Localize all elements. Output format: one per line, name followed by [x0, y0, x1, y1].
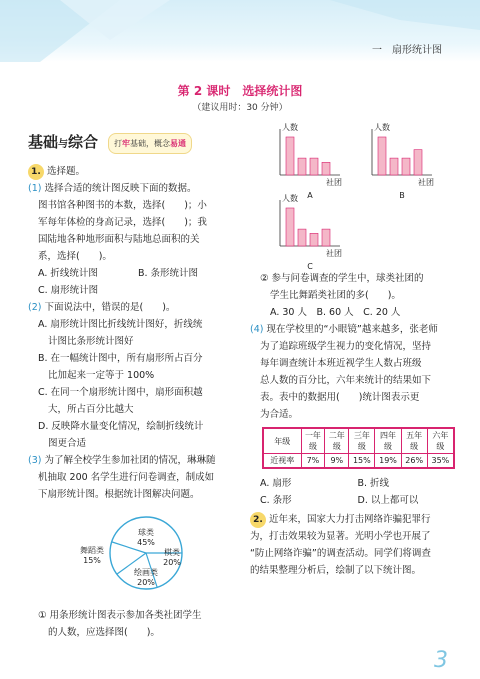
option-b: B. 折线: [357, 478, 390, 489]
q1-p3-line2: 机抽取 200 名学生进行问卷调查，制成如: [38, 472, 215, 483]
pie-slice-label: 舞蹈类: [80, 546, 104, 555]
option-d: D. 以上都可以: [357, 495, 419, 506]
bar-chart-bar: [298, 229, 306, 246]
bar-chart-bar: [310, 158, 318, 175]
q2-line3: “防止网络诈骗”的调查活动。同学们将调查: [250, 548, 431, 559]
block-header: [28, 125, 238, 161]
bar-chart-bar: [286, 137, 294, 175]
q1-p2-d1: D. 反映降水量变化情况，绘制折线统计: [38, 421, 204, 432]
q1-p1-line3: 军每年体检的身高记录，选择( )；我: [38, 217, 207, 228]
lesson-subtitle: （建议用时：30 分钟）: [192, 103, 288, 113]
pie-slice-value: 45%: [137, 538, 155, 547]
q1-p1-line4: 国陆地各种地形面积与陆地总面积的关: [38, 234, 200, 245]
q1-p1-options: [28, 265, 238, 282]
bar-chart-y-label: 人数: [282, 194, 298, 203]
bar-chart-bar: [390, 158, 398, 175]
bar-chart-bar: [298, 158, 306, 175]
q2-line1: 2. 近年来，国家大力打击网络诈骗犯罪行: [250, 511, 455, 528]
table-header-cell: 年级: [263, 428, 301, 454]
option-a: A. 折线统计图: [38, 268, 98, 279]
q1-p1-line1: (1) 选择合适的统计图反映下面的数据。: [28, 183, 197, 194]
bar-chart-name: A: [307, 191, 313, 200]
bar-chart-x-label: 社团: [418, 178, 434, 187]
table-header-cell: 近视率: [263, 454, 301, 469]
q1-p2-b1: B. 在一幅统计图中，所有扇形所占百分: [38, 353, 203, 364]
block-badge: 打牢基础，概念易通: [108, 133, 192, 154]
q1-p2-line1: (2) 下面说法中，错误的是( )。: [28, 302, 176, 313]
table-row: [263, 428, 454, 454]
q2-line2: 为，打击效果较为显著。光明小学也开展了: [250, 531, 431, 542]
q1-p3-qb2: 学生比舞蹈类社团的多( )。: [270, 290, 401, 301]
table-grade-cell: 一年级: [301, 428, 325, 454]
option-b: B. 条形统计图: [138, 268, 199, 279]
q1-p4-line5: 表。表中的数据用( )统计图表示更: [260, 392, 420, 403]
bar-charts-svg: [250, 120, 455, 270]
q1-p2-a2: 计图比条形统计图好: [48, 336, 134, 347]
q1-p4-options-2: [250, 492, 455, 509]
bar-chart-x-label: 社团: [326, 249, 342, 258]
table-rate-cell: 9%: [325, 454, 349, 469]
bar-chart-bar: [310, 233, 318, 246]
q1-p4-line3: 每年调查统计本班近视学生人数占班级: [260, 358, 422, 369]
option-a: A. 扇形: [260, 478, 292, 489]
q1-p2-a1: A. 扇形统计图比折线统计图好，折线统: [38, 319, 203, 330]
q1-p3-qa2: 的人数，应选择图( )。: [48, 627, 160, 638]
bar-chart-bar: [322, 162, 330, 175]
bar-chart-y-label: 人数: [374, 123, 390, 132]
table-rate-cell: 35%: [427, 454, 454, 469]
bar-chart-bar: [286, 208, 294, 246]
table-grade-cell: 四年级: [375, 428, 401, 454]
right-column: [250, 120, 455, 579]
table-rate-cell: 15%: [349, 454, 375, 469]
q1-p3-line3: 下扇形统计图。根据统计图解决问题。: [38, 489, 200, 500]
left-column: [28, 125, 238, 641]
q1-p2-c2: 大，所占百分比越大: [48, 404, 134, 415]
pie-chart-svg: [28, 506, 238, 601]
table-grade-cell: 五年级: [401, 428, 427, 454]
q1-p3-line1: (3) 为了解全校学生参加社团的情况，琳琳随: [28, 455, 216, 466]
q1-p3-qa1: ① 用条形统计图表示参加各类社团学生: [38, 610, 202, 621]
pie-slice-label: 球类: [138, 528, 154, 537]
myopia-rate-table: [262, 427, 455, 469]
table-grade-cell: 六年级: [427, 428, 454, 454]
section-header: 一 扇形统计图: [372, 45, 442, 56]
table-rate-cell: 26%: [401, 454, 427, 469]
table-rate-cell: 19%: [375, 454, 401, 469]
bar-chart-bar: [322, 229, 330, 246]
pie-slice-label: 绘画类: [134, 568, 158, 577]
bar-chart-y-label: 人数: [282, 123, 298, 132]
q1-p2-c1: C. 在同一个扇形统计图中，扇形面积越: [38, 387, 203, 398]
option-c: C. 条形: [260, 495, 292, 506]
table-rate-cell: 7%: [301, 454, 325, 469]
page-number: 3: [434, 648, 448, 673]
pie-slice-value: 20%: [163, 558, 181, 567]
lesson-title: 第 2 课时 选择统计图: [177, 84, 303, 98]
q1-heading: 1. 选择题。: [28, 163, 238, 180]
pie-slice-value: 15%: [83, 556, 101, 565]
pie-chart: [28, 506, 238, 601]
q1-p1-line5: 系，选择( )。: [38, 251, 112, 262]
bar-chart-name: B: [399, 191, 405, 200]
q1-p4-line1: (4) 现在学校里的“小眼镜”越来越多，张老师: [250, 324, 438, 335]
bar-chart-group: [250, 120, 455, 270]
bar-chart-bar: [402, 158, 410, 175]
bar-chart-name: C: [307, 262, 313, 270]
q1-p4-line2: 为了追踪班级学生视力的变化情况，坚持: [260, 341, 432, 352]
q1-p2-d2: 图更合适: [48, 438, 87, 449]
q1-p1-line2: 图书馆各种图书的本数，选择( )；小: [38, 200, 207, 211]
table-row: [263, 454, 454, 469]
bar-chart-bar: [414, 150, 422, 175]
q1-p3-qb-options: A. 30 人 B. 60 人 C. 20 人: [270, 307, 401, 318]
q1-p4-line4: 总人数的百分比，六年来统计的结果如下: [260, 375, 432, 386]
bar-chart-bar: [378, 137, 386, 175]
bar-chart-x-label: 社团: [326, 178, 342, 187]
pie-slice-label: 棋类: [164, 548, 180, 557]
pie-slice-value: 20%: [137, 578, 155, 587]
table-grade-cell: 二年级: [325, 428, 349, 454]
q1-p3-qb1: ② 参与问卷调查的学生中，球类社团的: [260, 273, 424, 284]
q1-p4-line6: 为合适。: [260, 409, 299, 420]
q1-p4-options-1: [250, 475, 455, 492]
block-title: 基础与综合: [28, 132, 99, 151]
top-banner: [0, 0, 480, 62]
q2-line4: 的结果整理分析后，绘制了以下统计图。: [250, 565, 422, 576]
table-grade-cell: 三年级: [349, 428, 375, 454]
option-c: C. 扇形统计图: [38, 285, 99, 296]
q1-p2-b2: 比加起来一定等于 100%: [48, 370, 155, 381]
